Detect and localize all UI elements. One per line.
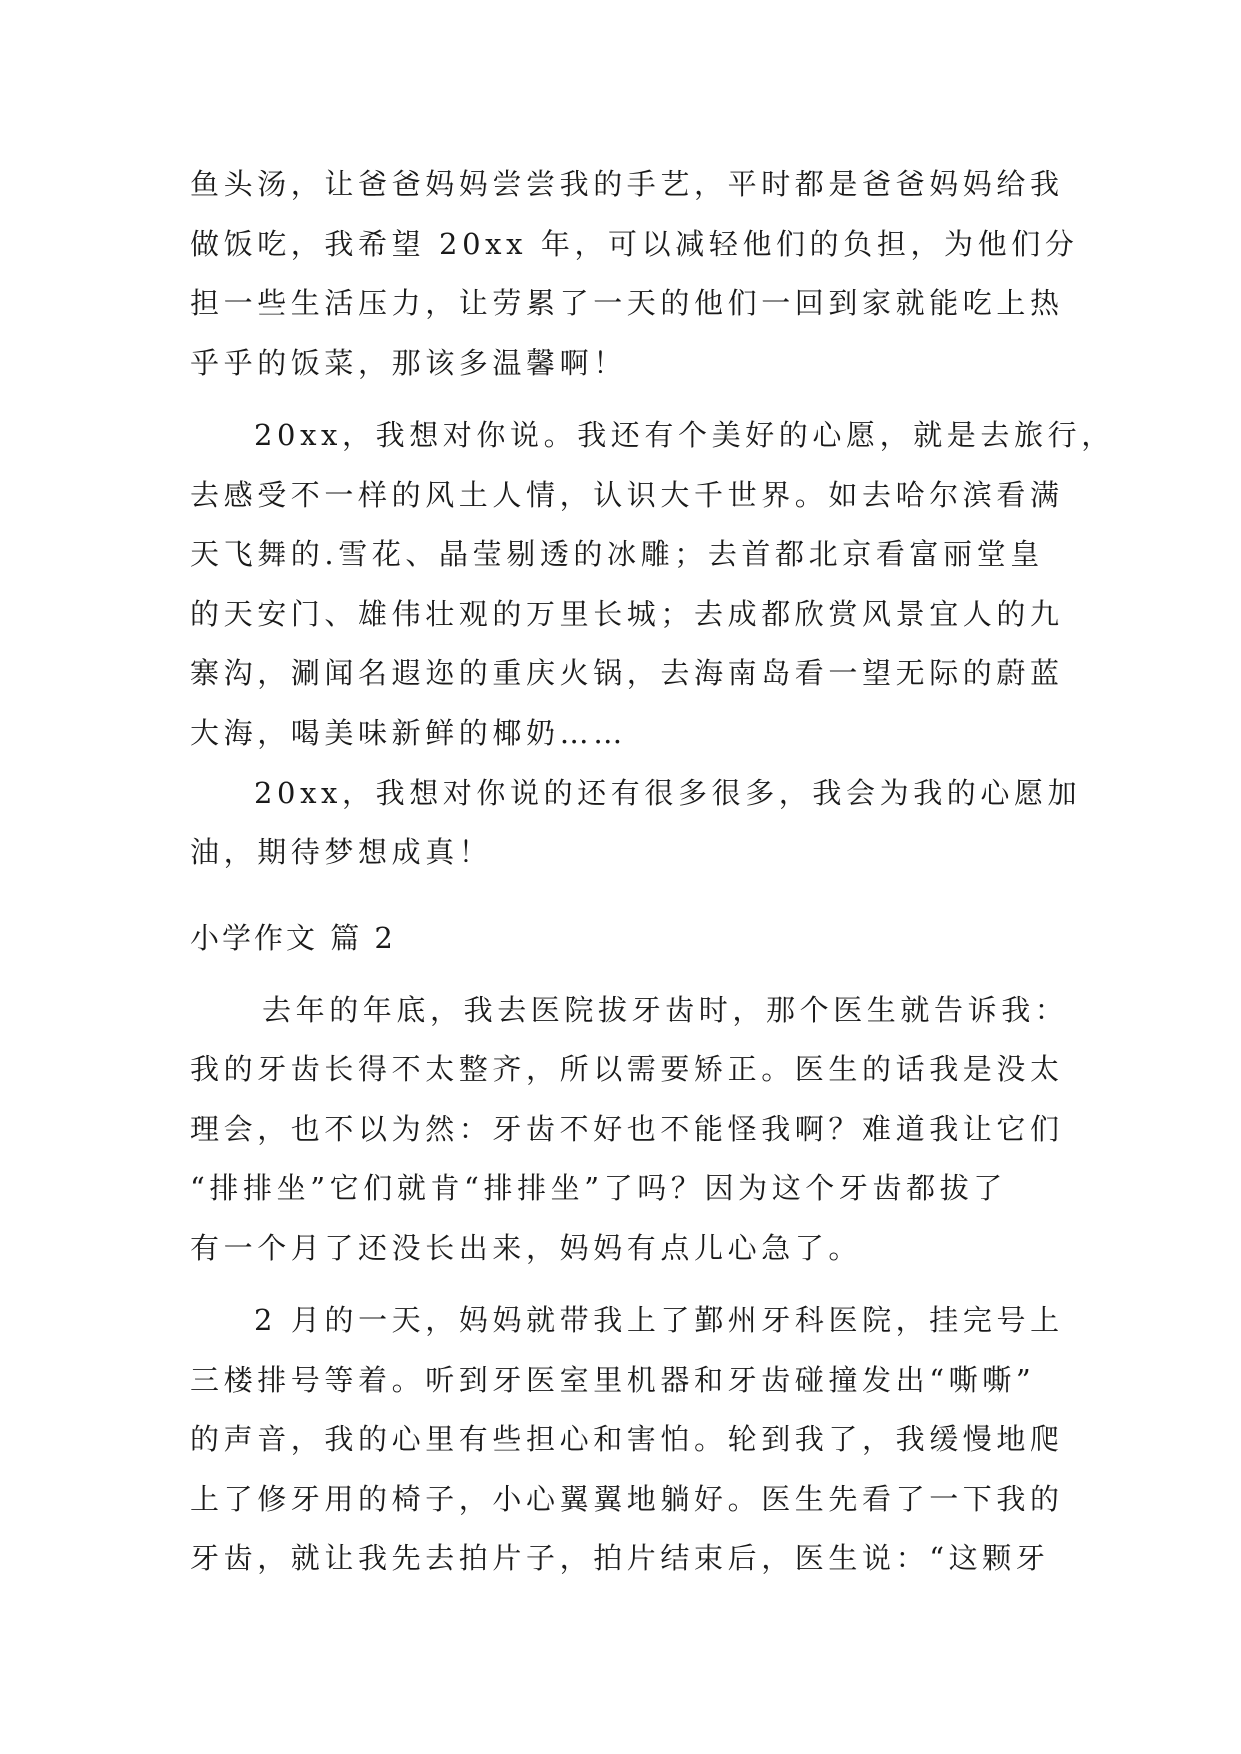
- paragraph-line: 我的牙齿长得不太整齐，所以需要矫正。医生的话我是没太: [190, 1052, 1064, 1086]
- paragraph-line: 上了修牙用的椅子，小心翼翼地躺好。医生先看了一下我的: [190, 1482, 1064, 1516]
- section-heading: 小学作文 篇 2: [190, 921, 396, 955]
- paragraph-line: 寨沟，涮闻名遐迩的重庆火锅，去海南岛看一望无际的蔚蓝: [190, 656, 1064, 690]
- paragraph-line: 三楼排号等着。听到牙医室里机器和牙齿碰撞发出“嘶嘶”: [190, 1363, 1036, 1397]
- paragraph-line: 有一个月了还没长出来，妈妈有点儿心急了。: [190, 1231, 863, 1265]
- paragraph-line: 乎乎的饭菜，那该多温馨啊！: [190, 346, 627, 380]
- paragraph-line: 的声音，我的心里有些担心和害怕。轮到我了，我缓慢地爬: [190, 1422, 1064, 1456]
- paragraph-line: 做饭吃，我希望 20xx 年，可以减轻他们的负担，为他们分: [190, 227, 1079, 261]
- paragraph-line: 大海，喝美味新鲜的椰奶……: [190, 716, 627, 750]
- paragraph-line: 牙齿，就让我先去拍片子，拍片结束后，医生说：“这颗牙: [190, 1541, 1050, 1575]
- paragraph-line: 20xx，我想对你说。我还有个美好的心愿，就是去旅行，: [254, 418, 1115, 452]
- paragraph-line: “排排坐”它们就肯“排排坐”了吗？因为这个牙齿都拔了: [190, 1171, 1007, 1205]
- paragraph-line: 天飞舞的.雪花、晶莹剔透的冰雕；去首都北京看富丽堂皇: [190, 537, 1044, 571]
- paragraph-line: 油，期待梦想成真！: [190, 835, 493, 869]
- paragraph-line: 去感受不一样的风土人情，认识大千世界。如去哈尔滨看满: [190, 478, 1064, 512]
- paragraph-line: 去年的年底，我去医院拔牙齿时，那个医生就告诉我：: [262, 993, 1069, 1027]
- paragraph-line: 鱼头汤，让爸爸妈妈尝尝我的手艺，平时都是爸爸妈妈给我: [190, 167, 1064, 201]
- paragraph-line: 20xx，我想对你说的还有很多很多，我会为我的心愿加: [254, 776, 1082, 810]
- paragraph-line: 的天安门、雄伟壮观的万里长城；去成都欣赏风景宜人的九: [190, 597, 1064, 631]
- paragraph-line: 理会，也不以为然：牙齿不好也不能怪我啊？难道我让它们: [190, 1112, 1064, 1146]
- paragraph-line: 2 月的一天，妈妈就带我上了鄞州牙科医院，挂完号上: [254, 1303, 1064, 1337]
- paragraph-line: 担一些生活压力，让劳累了一天的他们一回到家就能吃上热: [190, 286, 1064, 320]
